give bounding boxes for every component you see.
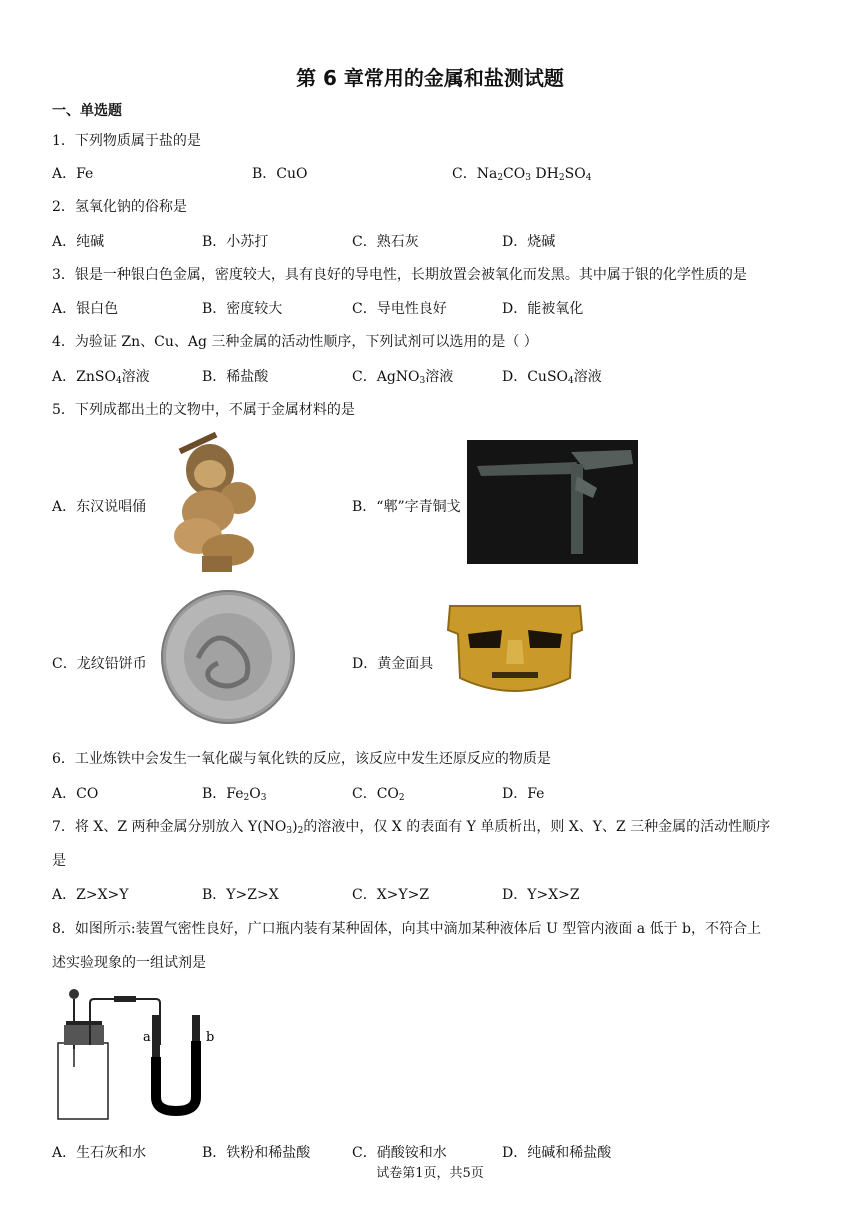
- q3-option-b: B．密度较大: [202, 301, 283, 317]
- q4-option-c: C．AgNO$_3$溶液: [352, 369, 454, 386]
- q6-option-c: C．$CO_2$: [352, 786, 405, 803]
- gold-mask-image: [440, 600, 590, 704]
- q8-stem: 8．如图所示:装置气密性良好，广口瓶内装有某种固体，向其中滴加某种液体后 U 型管内液面 a 低于 b，不符合上: [52, 921, 761, 937]
- q7-stem-line2: 是: [52, 853, 66, 869]
- q6-option-d: D．Fe: [502, 786, 545, 802]
- q7-option-c: C．X>Y>Z: [352, 887, 430, 903]
- q3-stem: 3．银是一种银白色金属，密度较大，具有良好的导电性，长期放置会被氧化而发黑。其中属于银的化学性质的是: [52, 267, 747, 283]
- q2-stem: 2．氢氧化钠的俗称是: [52, 199, 187, 215]
- q1-option-a: A．Fe: [52, 166, 94, 182]
- q5-option-b: B．“郫”字青铜戈: [352, 499, 461, 515]
- q8-stem-line2: 述实验现象的一组试剂是: [52, 955, 206, 971]
- q2-option-a: A．纯碱: [52, 234, 105, 250]
- q8-option-a: A．生石灰和水: [52, 1145, 147, 1161]
- q6-stem: 6．工业炼铁中会发生一氧化碳与氧化铁的反应，该反应中发生还原反应的物质是: [52, 751, 551, 767]
- q2-option-c: C．熟石灰: [352, 234, 419, 250]
- q6-option-b: B．$Fe_2O_3$: [202, 786, 267, 803]
- q3-option-d: D．能被氧化: [502, 301, 584, 317]
- page-footer: 试卷第1页，共5页: [376, 1166, 484, 1181]
- q7-option-a: A．Z>X>Y: [52, 887, 129, 903]
- q8-option-c: C．硝酸铵和水: [352, 1145, 447, 1161]
- q4-option-d: D．CuSO$_4$溶液: [502, 369, 602, 386]
- q7-stem: 7．将 X、Z 两种金属分别放入 $Y(NO_3)_2$的溶液中，仅 X 的表面有 Y 单质析出，则 X、Y、Z 三种金属的活动性顺序: [52, 819, 771, 836]
- q4-option-a: A．ZnSO$_4$溶液: [52, 369, 150, 386]
- section-heading: 一、单选题: [52, 103, 122, 119]
- figurine-image: [158, 432, 270, 576]
- q5-option-a: A．东汉说唱俑: [52, 499, 147, 515]
- apparatus-diagram: [52, 985, 222, 1125]
- label-a: a: [143, 1030, 151, 1045]
- label-b: b: [206, 1030, 215, 1045]
- q2-option-b: B．小苏打: [202, 234, 269, 250]
- q8-option-b: B．铁粉和稀盐酸: [202, 1145, 311, 1161]
- q7-option-d: D．Y>X>Z: [502, 887, 580, 903]
- q3-option-c: C．导电性良好: [352, 301, 447, 317]
- bronze-dagger-image: [467, 440, 638, 564]
- lead-coin-image: [158, 588, 298, 726]
- q4-option-b: B．稀盐酸: [202, 369, 269, 385]
- q5-option-c: C．龙纹铅饼币: [52, 656, 147, 672]
- q6-option-a: A．CO: [52, 786, 99, 802]
- q1-option-b: B．CuO: [252, 166, 308, 182]
- q7-option-b: B．Y>Z>X: [202, 887, 279, 903]
- page-title: 第 6 章常用的金属和盐测试题: [296, 66, 564, 90]
- q5-stem: 5．下列成都出土的文物中，不属于金属材料的是: [52, 402, 355, 418]
- q2-option-d: D．烧碱: [502, 234, 556, 250]
- q5-option-d: D．黄金面具: [352, 656, 434, 672]
- q8-option-d: D．纯碱和稀盐酸: [502, 1145, 612, 1161]
- q4-stem: 4．为验证 Zn、Cu、Ag 三种金属的活动性顺序，下列试剂可以选用的是（ ）: [52, 334, 538, 350]
- q3-option-a: A．银白色: [52, 301, 119, 317]
- q1-option-cd: C．$Na_2CO_3$ $DH_2SO_4$: [452, 166, 592, 183]
- q1-stem: 1．下列物质属于盐的是: [52, 133, 201, 149]
